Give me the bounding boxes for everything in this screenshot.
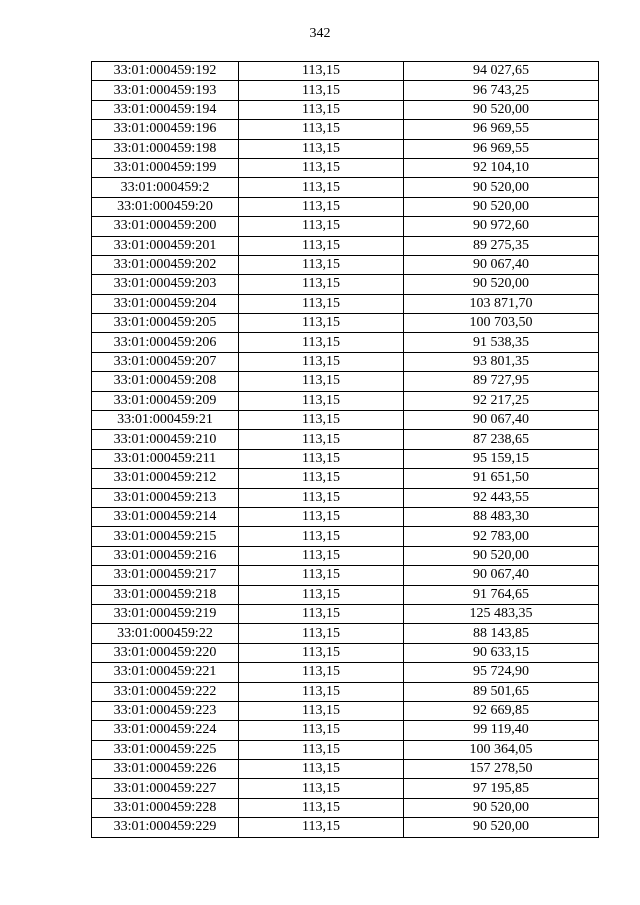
table-row <box>92 760 599 779</box>
table-row <box>92 430 599 449</box>
area-cell: 113,15 <box>239 372 404 391</box>
area-cell: 113,15 <box>239 62 404 81</box>
area-cell: 113,15 <box>239 604 404 623</box>
cadastral-number-cell: 33:01:000459:221 <box>92 663 239 682</box>
value-cell: 97 195,85 <box>404 779 599 798</box>
table-row <box>92 604 599 623</box>
cadastral-number-cell: 33:01:000459:208 <box>92 372 239 391</box>
area-cell: 113,15 <box>239 120 404 139</box>
table-row <box>92 682 599 701</box>
area-cell: 113,15 <box>239 178 404 197</box>
area-cell: 113,15 <box>239 352 404 371</box>
area-cell: 113,15 <box>239 294 404 313</box>
table-row <box>92 798 599 817</box>
table-row <box>92 546 599 565</box>
area-cell: 113,15 <box>239 449 404 468</box>
value-cell: 91 538,35 <box>404 333 599 352</box>
table-row <box>92 391 599 410</box>
table-row <box>92 469 599 488</box>
table-row <box>92 275 599 294</box>
area-cell: 113,15 <box>239 314 404 333</box>
cadastral-number-cell: 33:01:000459:204 <box>92 294 239 313</box>
area-cell: 113,15 <box>239 740 404 759</box>
cadastral-number-cell: 33:01:000459:200 <box>92 217 239 236</box>
cadastral-number-cell: 33:01:000459:213 <box>92 488 239 507</box>
table-row <box>92 818 599 837</box>
table-row <box>92 294 599 313</box>
table-row <box>92 352 599 371</box>
table-row <box>92 158 599 177</box>
area-cell: 113,15 <box>239 663 404 682</box>
table-row <box>92 779 599 798</box>
cadastral-number-cell: 33:01:000459:212 <box>92 469 239 488</box>
table-row <box>92 333 599 352</box>
cadastral-number-cell: 33:01:000459:216 <box>92 546 239 565</box>
area-cell: 113,15 <box>239 507 404 526</box>
cadastral-number-cell: 33:01:000459:210 <box>92 430 239 449</box>
area-cell: 113,15 <box>239 682 404 701</box>
area-cell: 113,15 <box>239 255 404 274</box>
value-cell: 96 743,25 <box>404 81 599 100</box>
value-cell: 93 801,35 <box>404 352 599 371</box>
table-row <box>92 624 599 643</box>
table-row <box>92 585 599 604</box>
table-row <box>92 643 599 662</box>
value-cell: 88 483,30 <box>404 507 599 526</box>
area-cell: 113,15 <box>239 798 404 817</box>
value-cell: 90 520,00 <box>404 798 599 817</box>
cadastral-number-cell: 33:01:000459:224 <box>92 721 239 740</box>
cadastral-number-cell: 33:01:000459:229 <box>92 818 239 837</box>
value-cell: 88 143,85 <box>404 624 599 643</box>
value-cell: 90 520,00 <box>404 275 599 294</box>
value-cell: 92 783,00 <box>404 527 599 546</box>
cadastral-number-cell: 33:01:000459:20 <box>92 197 239 216</box>
value-cell: 92 217,25 <box>404 391 599 410</box>
value-cell: 90 067,40 <box>404 255 599 274</box>
value-cell: 89 275,35 <box>404 236 599 255</box>
cadastral-number-cell: 33:01:000459:228 <box>92 798 239 817</box>
value-cell: 91 764,65 <box>404 585 599 604</box>
value-cell: 87 238,65 <box>404 430 599 449</box>
value-cell: 90 520,00 <box>404 100 599 119</box>
value-cell: 95 724,90 <box>404 663 599 682</box>
table-row <box>92 701 599 720</box>
cadastral-number-cell: 33:01:000459:215 <box>92 527 239 546</box>
table-row <box>92 100 599 119</box>
cadastral-number-cell: 33:01:000459:209 <box>92 391 239 410</box>
cadastral-number-cell: 33:01:000459:22 <box>92 624 239 643</box>
data-table <box>91 61 599 838</box>
table-row <box>92 566 599 585</box>
area-cell: 113,15 <box>239 469 404 488</box>
value-cell: 90 633,15 <box>404 643 599 662</box>
cadastral-number-cell: 33:01:000459:225 <box>92 740 239 759</box>
table-row <box>92 139 599 158</box>
cadastral-number-cell: 33:01:000459:199 <box>92 158 239 177</box>
value-cell: 99 119,40 <box>404 721 599 740</box>
table-row <box>92 507 599 526</box>
table-row <box>92 120 599 139</box>
cadastral-number-cell: 33:01:000459:227 <box>92 779 239 798</box>
page-number: 342 <box>309 26 331 41</box>
value-cell: 90 520,00 <box>404 546 599 565</box>
area-cell: 113,15 <box>239 391 404 410</box>
cadastral-number-cell: 33:01:000459:207 <box>92 352 239 371</box>
cadastral-number-cell: 33:01:000459:203 <box>92 275 239 294</box>
value-cell: 90 067,40 <box>404 566 599 585</box>
table-row <box>92 740 599 759</box>
cadastral-number-cell: 33:01:000459:217 <box>92 566 239 585</box>
value-cell: 96 969,55 <box>404 120 599 139</box>
table-row <box>92 411 599 430</box>
area-cell: 113,15 <box>239 701 404 720</box>
table-row <box>92 255 599 274</box>
area-cell: 113,15 <box>239 643 404 662</box>
area-cell: 113,15 <box>239 585 404 604</box>
area-cell: 113,15 <box>239 779 404 798</box>
area-cell: 113,15 <box>239 566 404 585</box>
cadastral-number-cell: 33:01:000459:196 <box>92 120 239 139</box>
table-row <box>92 81 599 100</box>
area-cell: 113,15 <box>239 430 404 449</box>
cadastral-number-cell: 33:01:000459:198 <box>92 139 239 158</box>
area-cell: 113,15 <box>239 488 404 507</box>
area-cell: 113,15 <box>239 158 404 177</box>
cadastral-number-cell: 33:01:000459:218 <box>92 585 239 604</box>
table-row <box>92 217 599 236</box>
area-cell: 113,15 <box>239 197 404 216</box>
cadastral-number-cell: 33:01:000459:223 <box>92 701 239 720</box>
cadastral-number-cell: 33:01:000459:206 <box>92 333 239 352</box>
table-row <box>92 721 599 740</box>
value-cell: 91 651,50 <box>404 469 599 488</box>
value-cell: 90 520,00 <box>404 178 599 197</box>
value-cell: 100 703,50 <box>404 314 599 333</box>
area-cell: 113,15 <box>239 546 404 565</box>
area-cell: 113,15 <box>239 411 404 430</box>
cadastral-number-cell: 33:01:000459:205 <box>92 314 239 333</box>
table-row <box>92 527 599 546</box>
table-body <box>92 62 599 838</box>
cadastral-number-cell: 33:01:000459:219 <box>92 604 239 623</box>
cadastral-number-cell: 33:01:000459:192 <box>92 62 239 81</box>
area-cell: 113,15 <box>239 624 404 643</box>
cadastral-number-cell: 33:01:000459:222 <box>92 682 239 701</box>
value-cell: 103 871,70 <box>404 294 599 313</box>
area-cell: 113,15 <box>239 139 404 158</box>
table-row <box>92 449 599 468</box>
value-cell: 125 483,35 <box>404 604 599 623</box>
cadastral-number-cell: 33:01:000459:194 <box>92 100 239 119</box>
value-cell: 100 364,05 <box>404 740 599 759</box>
value-cell: 90 520,00 <box>404 818 599 837</box>
value-cell: 94 027,65 <box>404 62 599 81</box>
area-cell: 113,15 <box>239 527 404 546</box>
cadastral-number-cell: 33:01:000459:220 <box>92 643 239 662</box>
area-cell: 113,15 <box>239 818 404 837</box>
value-cell: 90 520,00 <box>404 197 599 216</box>
value-cell: 92 443,55 <box>404 488 599 507</box>
table-row <box>92 236 599 255</box>
value-cell: 96 969,55 <box>404 139 599 158</box>
table-row <box>92 62 599 81</box>
cadastral-number-cell: 33:01:000459:202 <box>92 255 239 274</box>
cadastral-number-cell: 33:01:000459:2 <box>92 178 239 197</box>
area-cell: 113,15 <box>239 81 404 100</box>
value-cell: 95 159,15 <box>404 449 599 468</box>
area-cell: 113,15 <box>239 236 404 255</box>
cadastral-number-cell: 33:01:000459:193 <box>92 81 239 100</box>
value-cell: 89 727,95 <box>404 372 599 391</box>
cadastral-number-cell: 33:01:000459:214 <box>92 507 239 526</box>
value-cell: 157 278,50 <box>404 760 599 779</box>
cadastral-number-cell: 33:01:000459:226 <box>92 760 239 779</box>
area-cell: 113,15 <box>239 217 404 236</box>
value-cell: 90 067,40 <box>404 411 599 430</box>
table-row <box>92 197 599 216</box>
table-row <box>92 488 599 507</box>
table-row <box>92 314 599 333</box>
value-cell: 92 669,85 <box>404 701 599 720</box>
cadastral-number-cell: 33:01:000459:211 <box>92 449 239 468</box>
cadastral-number-cell: 33:01:000459:21 <box>92 411 239 430</box>
table-row <box>92 178 599 197</box>
area-cell: 113,15 <box>239 275 404 294</box>
cadastral-number-cell: 33:01:000459:201 <box>92 236 239 255</box>
value-cell: 89 501,65 <box>404 682 599 701</box>
area-cell: 113,15 <box>239 100 404 119</box>
area-cell: 113,15 <box>239 721 404 740</box>
value-cell: 92 104,10 <box>404 158 599 177</box>
table-row <box>92 663 599 682</box>
table-row <box>92 372 599 391</box>
area-cell: 113,15 <box>239 760 404 779</box>
value-cell: 90 972,60 <box>404 217 599 236</box>
area-cell: 113,15 <box>239 333 404 352</box>
